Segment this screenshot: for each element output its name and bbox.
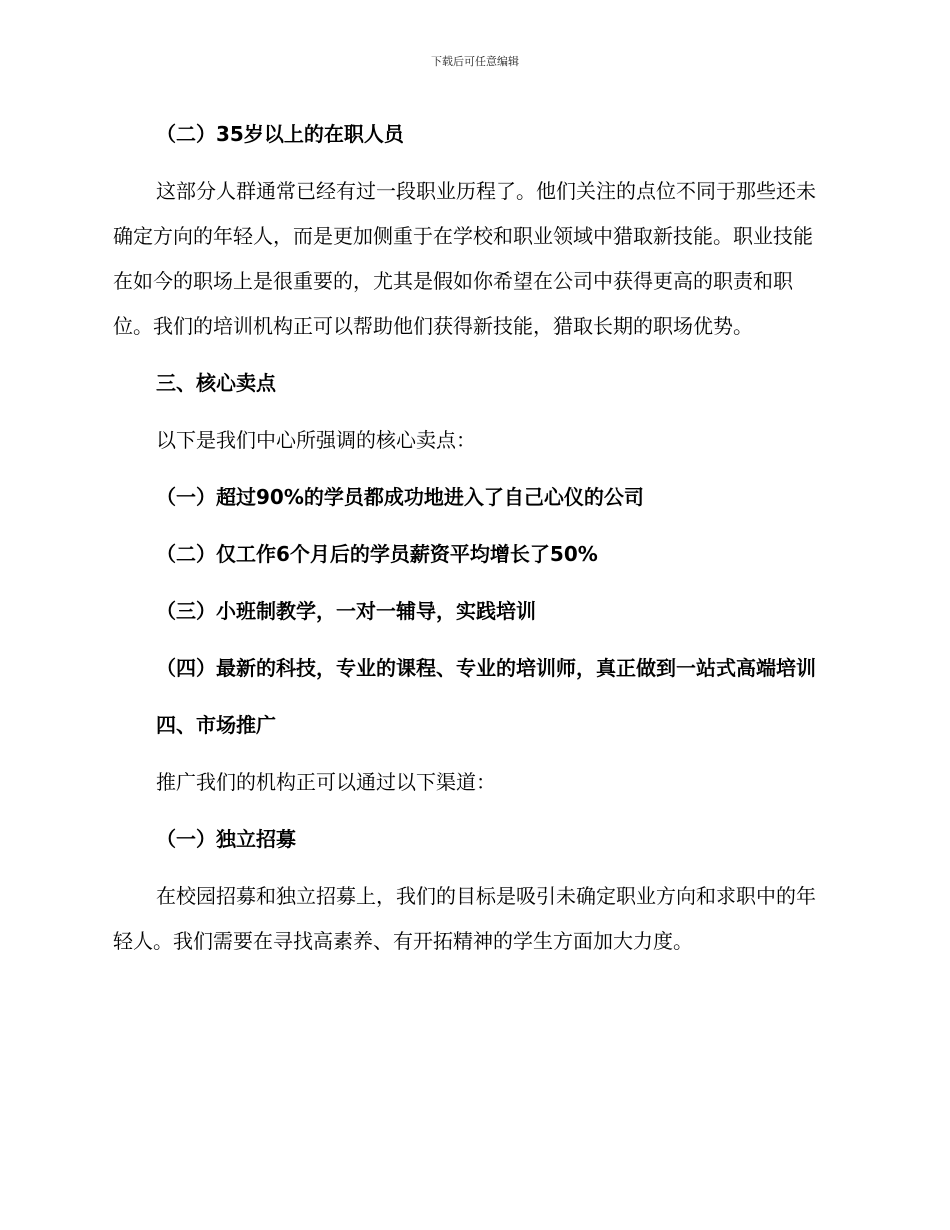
heading-marketing: 四、市场推广 bbox=[156, 713, 276, 737]
point-4: （四）最新的科技，专业的课程、专业的培训师，真正做到一站式高端培训 bbox=[156, 656, 816, 680]
paragraph-marketing-intro: 推广我们的机构正可以通过以下渠道： bbox=[156, 770, 496, 794]
paragraph-recruiting: 在校园招募和独立招募上，我们的目标是吸引未确定职业方向和求职中的年轻人。我们需要在寻找高素养、有开拓精神的学生方面加大力度。 bbox=[113, 884, 816, 953]
heading-independent-recruiting: （一）独立招募 bbox=[156, 827, 296, 851]
point-3: （三）小班制教学，一对一辅导，实践培训 bbox=[156, 599, 536, 623]
point-2: （二）仅工作6个月后的学员薪资平均增长了50% bbox=[156, 542, 598, 566]
document-body bbox=[113, 112, 830, 964]
paragraph-over-35: 这部分人群通常已经有过一段职业历程了。他们关注的点位不同于那些还未确定方向的年轻人，而是更加侧重于在学校和职业领域中猎取新技能。职业技能在如今的职场上是很重要的，尤其是假如你希望在公司中获得更高的职责和职位。我们的培训机构正可以帮助他们获得新技能，猎取长期的职场优势。 bbox=[113, 179, 816, 338]
point-1: （一）超过90%的学员都成功地进入了自己心仪的公司 bbox=[156, 485, 644, 509]
heading-over-35: （二）35岁以上的在职人员 bbox=[156, 122, 404, 146]
paragraph-core-intro: 以下是我们中心所强调的核心卖点： bbox=[156, 428, 476, 452]
page-header: 下载后可任意编辑 bbox=[431, 55, 519, 68]
heading-core-selling-points: 三、核心卖点 bbox=[156, 371, 276, 395]
